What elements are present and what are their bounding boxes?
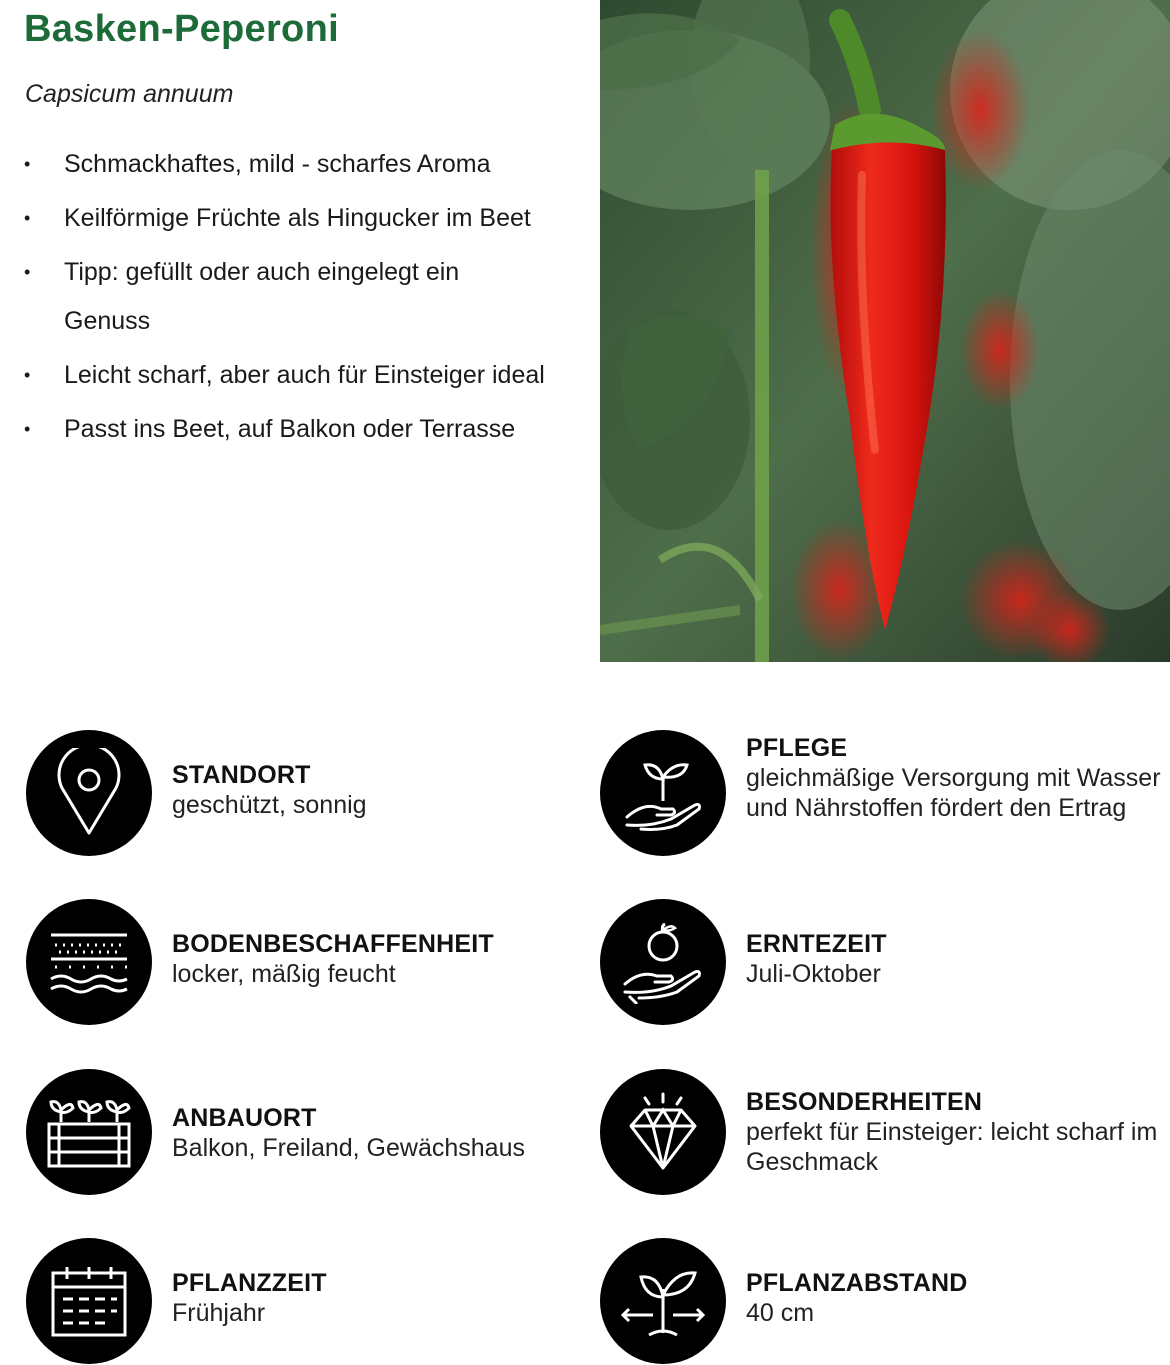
diamond-icon bbox=[600, 1069, 726, 1195]
feature-label: BESONDERHEITEN bbox=[746, 1088, 983, 1116]
feature-label: ERNTEZEIT bbox=[746, 930, 887, 958]
location-pin-icon bbox=[26, 730, 152, 856]
soil-layers-icon bbox=[26, 899, 152, 1025]
product-photo bbox=[600, 0, 1170, 662]
feature-label: PFLANZZEIT bbox=[172, 1269, 327, 1297]
feature-value: Frühjahr bbox=[172, 1299, 266, 1327]
calendar-icon bbox=[26, 1238, 152, 1364]
feature-value: locker, mäßig feucht bbox=[172, 960, 396, 988]
seedling-hand-icon bbox=[600, 730, 726, 856]
feature-value: geschützt, sonnig bbox=[172, 791, 367, 819]
plant-spacing-icon bbox=[600, 1238, 726, 1364]
bullet-item: • Leicht scharf, aber auch für Einsteiger ideal bbox=[24, 351, 584, 400]
feature-label: PFLANZABSTAND bbox=[746, 1269, 968, 1297]
bullet-item: • Passt ins Beet, auf Balkon oder Terrasse bbox=[24, 405, 584, 454]
feature-value: perfekt für Einsteiger: leicht scharf im Geschmack bbox=[746, 1118, 1158, 1176]
bullet-item: • Tipp: gefüllt oder auch eingelegt ein Genuss bbox=[24, 248, 504, 346]
feature-label: PFLEGE bbox=[746, 734, 848, 762]
latin-name: Capsicum annuum bbox=[25, 80, 234, 108]
feature-label: ANBAUORT bbox=[172, 1104, 317, 1132]
feature-label: BODENBESCHAFFENHEIT bbox=[172, 930, 494, 958]
feature-label: STANDORT bbox=[172, 761, 311, 789]
product-title: Basken-Peperoni bbox=[24, 8, 339, 50]
feature-bullet-list bbox=[24, 140, 584, 459]
bullet-item: • Schmackhaftes, mild - scharfes Aroma bbox=[24, 140, 584, 189]
bullet-item: • Keilförmige Früchte als Hingucker im Beet bbox=[24, 194, 584, 243]
feature-value: gleichmäßige Versorgung mit Wasser und Nährstoffen fördert den Ertrag bbox=[746, 764, 1161, 822]
harvest-hand-icon bbox=[600, 899, 726, 1025]
feature-value: 40 cm bbox=[746, 1299, 815, 1327]
planter-box-icon bbox=[26, 1069, 152, 1195]
feature-value: Juli-Oktober bbox=[746, 960, 881, 988]
feature-value: Balkon, Freiland, Gewächshaus bbox=[172, 1134, 525, 1162]
